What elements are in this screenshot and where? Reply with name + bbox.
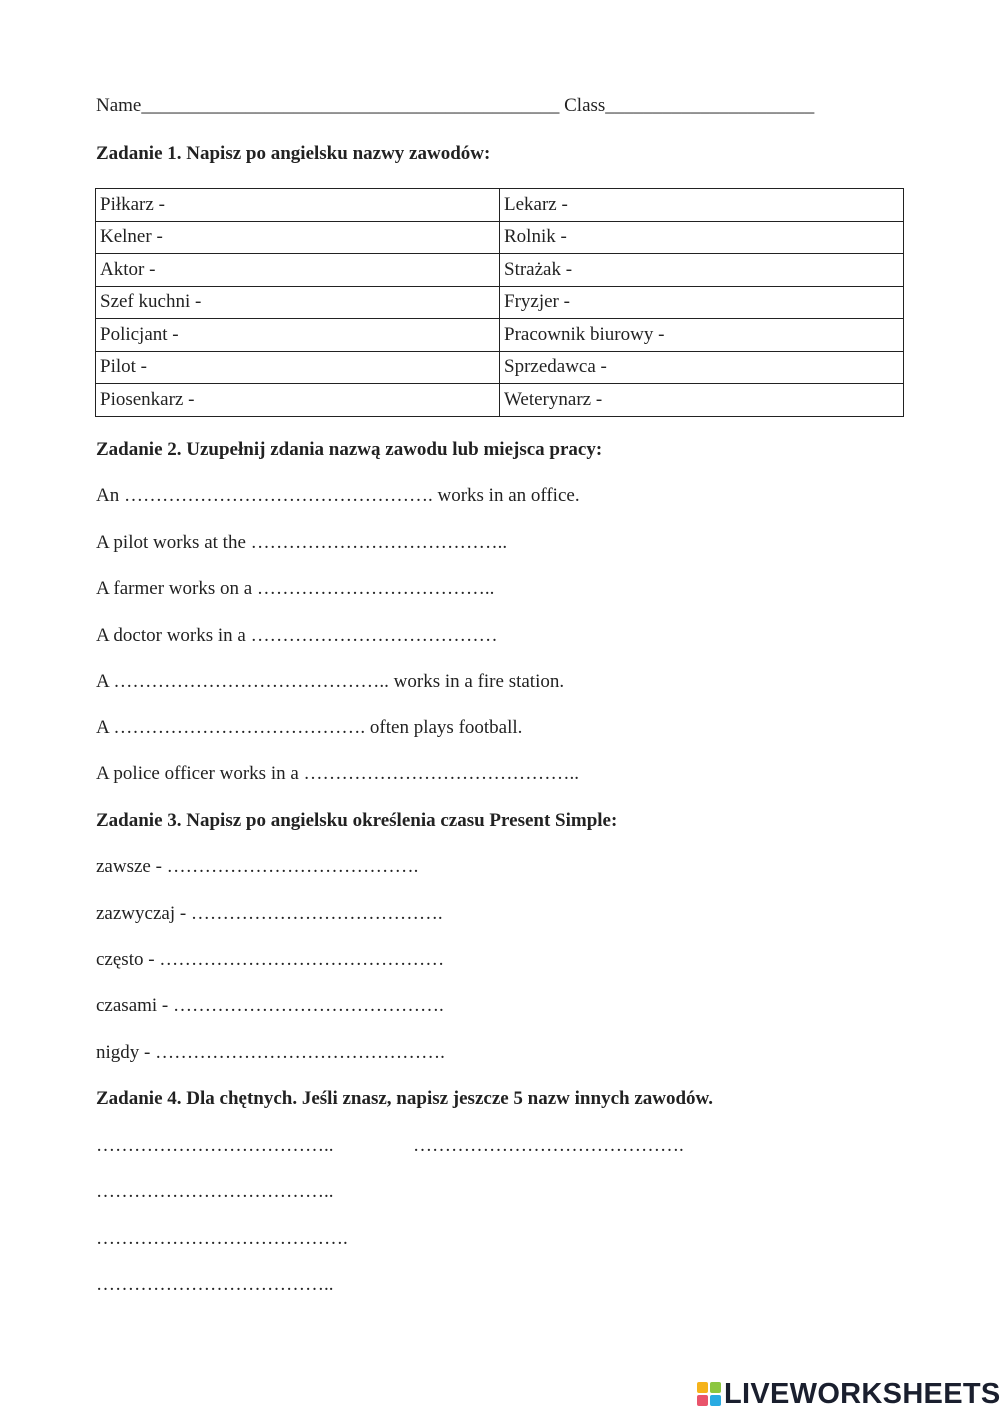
extra-job-line: ……………………………….. bbox=[96, 1135, 334, 1156]
extra-job-line: ……………………………………. bbox=[413, 1135, 684, 1156]
liveworksheets-logo-icon bbox=[697, 1382, 721, 1406]
table-row bbox=[96, 286, 904, 319]
profession-cell-right: Sprzedawca - bbox=[500, 351, 904, 384]
task4-heading: Zadanie 4. Dla chętnych. Jeśli znasz, napisz jeszcze 5 nazw innych zawodów. bbox=[96, 1088, 713, 1109]
profession-cell-left: Szef kuchni - bbox=[96, 286, 500, 319]
profession-cell-right: Pracownik biurowy - bbox=[500, 319, 904, 352]
sentence-3: A farmer works on a ……………………………….. bbox=[96, 578, 495, 599]
sentence-7: A police officer works in a …………………………………….. bbox=[96, 763, 580, 784]
time-expression-always: zawsze - …………………………………. bbox=[96, 856, 419, 877]
brand-name: LIVEWORKSHEETS bbox=[724, 1377, 1000, 1410]
professions-table bbox=[95, 188, 904, 417]
table-row bbox=[96, 351, 904, 384]
table-row bbox=[96, 384, 904, 417]
time-expression-usually: zazwyczaj - …………………………………. bbox=[96, 903, 443, 924]
profession-cell-left: Piosenkarz - bbox=[96, 384, 500, 417]
liveworksheets-logo bbox=[697, 1378, 1000, 1410]
sentence-6: A …………………………………. often plays football. bbox=[96, 717, 523, 738]
profession-cell-left: Pilot - bbox=[96, 351, 500, 384]
profession-cell-right: Lekarz - bbox=[500, 189, 904, 222]
profession-cell-left: Policjant - bbox=[96, 319, 500, 352]
profession-cell-right: Strażak - bbox=[500, 254, 904, 287]
task2-heading: Zadanie 2. Uzupełnij zdania nazwą zawodu lub miejsca pracy: bbox=[96, 439, 603, 460]
extra-job-line: …………………………………. bbox=[96, 1228, 348, 1249]
time-expression-often: często - ……………………………………… bbox=[96, 949, 445, 970]
sentence-2: A pilot works at the ………………………………….. bbox=[96, 532, 508, 553]
task1-heading: Zadanie 1. Napisz po angielsku nazwy zawodów: bbox=[96, 143, 491, 164]
profession-cell-right: Rolnik - bbox=[500, 221, 904, 254]
profession-cell-left: Aktor - bbox=[96, 254, 500, 287]
table-row bbox=[96, 189, 904, 222]
table-row bbox=[96, 221, 904, 254]
name-class-line: Name____________________________________________ Class______________________ bbox=[96, 95, 815, 116]
profession-cell-right: Fryzjer - bbox=[500, 286, 904, 319]
task3-heading: Zadanie 3. Napisz po angielsku określenia czasu Present Simple: bbox=[96, 810, 618, 831]
time-expression-sometimes: czasami - ……………………………………. bbox=[96, 995, 444, 1016]
profession-cell-left: Kelner - bbox=[96, 221, 500, 254]
profession-cell-left: Piłkarz - bbox=[96, 189, 500, 222]
profession-cell-right: Weterynarz - bbox=[500, 384, 904, 417]
sentence-1: An …………………………………………. works in an office. bbox=[96, 485, 580, 506]
extra-job-line: ……………………………….. bbox=[96, 1274, 334, 1295]
table-row bbox=[96, 254, 904, 287]
table-row bbox=[96, 319, 904, 352]
time-expression-never: nigdy - ………………………………………. bbox=[96, 1042, 445, 1063]
sentence-4: A doctor works in a ………………………………… bbox=[96, 625, 498, 646]
extra-job-line: ……………………………….. bbox=[96, 1181, 334, 1202]
sentence-5: A …………………………………….. works in a fire station. bbox=[96, 671, 565, 692]
